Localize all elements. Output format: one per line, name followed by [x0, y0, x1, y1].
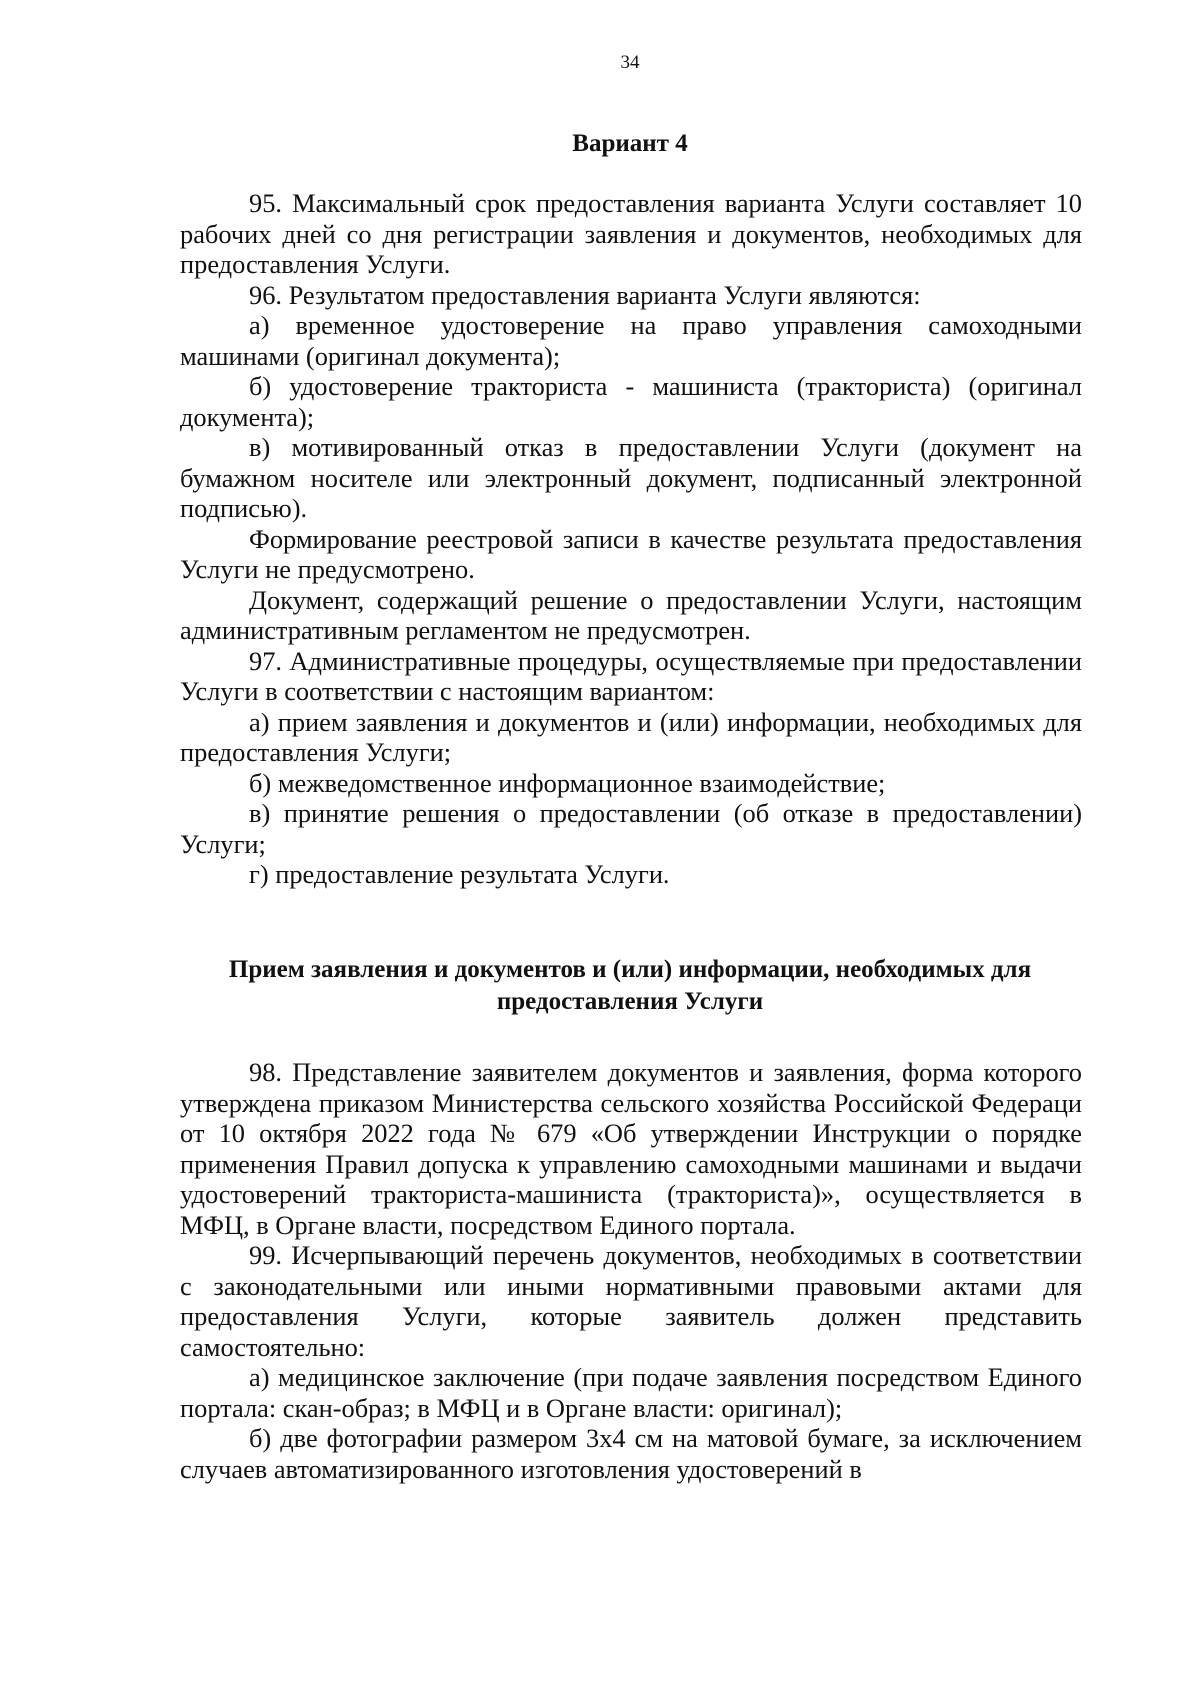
paragraph: б) межведомственное информационное взаимодействие;: [249, 767, 886, 798]
variant-heading: Вариант 4: [572, 130, 688, 157]
paragraph-block-2: [180, 1057, 1082, 1484]
paragraph: 98. Представление заявителем документов и заявления, форма которого утверждена приказом Министерства сельского хозяйства Российской Федераци от 10 октября 2022 года № 679 «Об утверждении Инструкции о порядке применения Правил допуска к управлению самоходными машинами и выдачи удостоверений тракториста-машиниста (тракториста)», осуществляется в МФЦ, в Органе власти, посредством Единого портала.: [180, 1057, 1082, 1240]
paragraph: 97. Административные процедуры, осуществляемые при предоставлении Услуги в соответствии с настоящим вариантом:: [180, 645, 1082, 706]
paragraph: 96. Результатом предоставления варианта Услуги являются:: [249, 279, 921, 310]
paragraph: а) медицинское заключение (при подаче заявления посредством Единого портала: скан-образ; в МФЦ и в Органе власти: оригинал);: [180, 1362, 1082, 1423]
paragraph: б) удостоверение тракториста - машиниста (тракториста) (оригинал документа);: [180, 371, 1082, 432]
paragraph: 95. Максимальный срок предоставления варианта Услуги составляет 10 рабочих дней со дня регистрации заявления и документов, необходимых для предоставления Услуги.: [180, 188, 1082, 279]
paragraph: а) временное удостоверение на право управления самоходными машинами (оригинал документа);: [180, 310, 1082, 371]
page-number: 34: [620, 52, 640, 73]
paragraph-block-1: [180, 188, 1082, 890]
paragraph: Документ, содержащий решение о предоставлении Услуги, настоящим административным регламентом не предусмотрен.: [180, 584, 1082, 645]
paragraph: в) мотивированный отказ в предоставлении Услуги (документ на бумажном носителе или электронный документ, подписанный электронной подписью).: [180, 432, 1082, 523]
paragraph: Формирование реестровой записи в качестве результата предоставления Услуги не предусмотрено.: [180, 523, 1082, 584]
paragraph: в) принятие решения о предоставлении (об отказе в предоставлении) Услуги;: [180, 798, 1082, 859]
paragraph: г) предоставление результата Услуги.: [249, 859, 670, 889]
paragraph: 99. Исчерпывающий перечень документов, необходимых в соответствии с законодательными или иными нормативными правовыми актами для предоставления Услуги, которые заявитель должен представить самостоятельно:: [180, 1240, 1082, 1362]
paragraph: б) две фотографии размером 3х4 см на матовой бумаге, за исключением случаев автоматизированного изготовления удостоверений в: [180, 1423, 1082, 1484]
section-heading: Прием заявления и документов и (или) информации, необходимых для предоставления Услуги: [228, 956, 1032, 1015]
paragraph: а) прием заявления и документов и (или) информации, необходимых для предоставления Услуги;: [180, 706, 1082, 767]
